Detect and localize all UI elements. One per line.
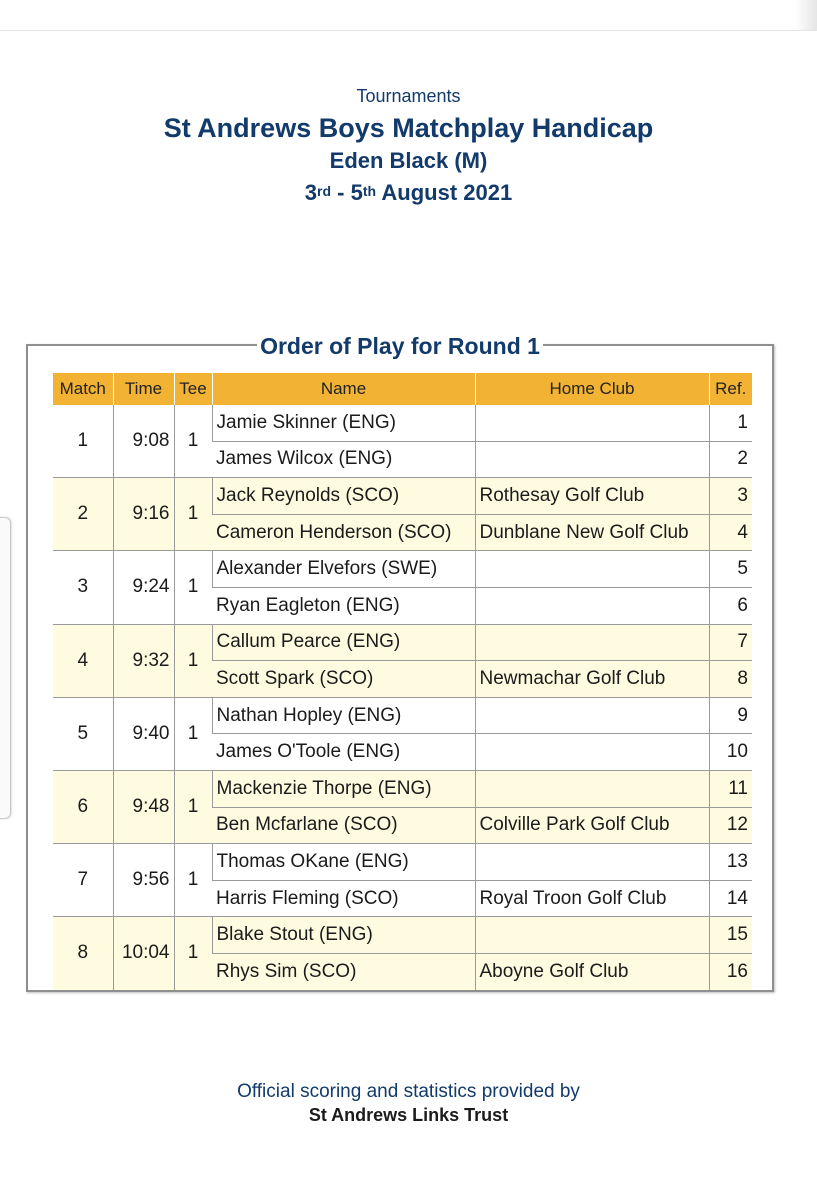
player-ref: 10 bbox=[709, 734, 752, 771]
page-header bbox=[0, 84, 817, 210]
player-name: Thomas OKane (ENG) bbox=[212, 844, 475, 881]
date-start: 3 bbox=[304, 180, 318, 205]
home-club bbox=[475, 405, 709, 441]
tee-number: 1 bbox=[174, 697, 212, 770]
table-row bbox=[53, 770, 752, 807]
col-header-ref: Ref. bbox=[709, 373, 752, 405]
match-number: 8 bbox=[53, 917, 113, 990]
home-club bbox=[475, 587, 709, 624]
tee-time: 10:04 bbox=[113, 917, 174, 990]
player-ref: 6 bbox=[709, 587, 752, 624]
date-separator: - bbox=[331, 180, 351, 205]
player-name: James Wilcox (ENG) bbox=[212, 441, 475, 478]
table-row bbox=[53, 917, 752, 954]
col-header-name: Name bbox=[212, 373, 475, 405]
date-month-year: August 2021 bbox=[376, 180, 513, 205]
tee-number: 1 bbox=[174, 405, 212, 478]
player-ref: 2 bbox=[709, 441, 752, 478]
corner-shadow bbox=[795, 0, 817, 30]
player-name: Alexander Elvefors (SWE) bbox=[212, 551, 475, 588]
home-club: Newmachar Golf Club bbox=[475, 661, 709, 698]
player-ref: 15 bbox=[709, 917, 752, 954]
col-header-tee: Tee bbox=[174, 373, 212, 405]
date-start-suffix: rd bbox=[317, 183, 332, 199]
player-ref: 16 bbox=[709, 953, 752, 989]
player-ref: 5 bbox=[709, 551, 752, 588]
col-header-match: Match bbox=[53, 373, 113, 405]
tee-time: 9:56 bbox=[113, 844, 174, 917]
date-end-suffix: th bbox=[362, 183, 377, 199]
order-of-play-panel bbox=[26, 333, 774, 992]
side-drawer-handle[interactable] bbox=[0, 517, 11, 819]
date-end: 5 bbox=[350, 180, 363, 205]
table-row bbox=[53, 697, 752, 734]
tee-number: 1 bbox=[174, 478, 212, 551]
tee-number: 1 bbox=[174, 770, 212, 843]
player-name: Harris Fleming (SCO) bbox=[212, 880, 475, 917]
tournaments-link[interactable]: Tournaments bbox=[356, 86, 461, 106]
table-row bbox=[53, 624, 752, 661]
player-name: Ryan Eagleton (ENG) bbox=[212, 587, 475, 624]
home-club bbox=[475, 770, 709, 807]
player-ref: 11 bbox=[709, 770, 752, 807]
player-ref: 13 bbox=[709, 844, 752, 881]
home-club bbox=[475, 734, 709, 771]
tournament-title: St Andrews Boys Matchplay Handicap bbox=[163, 113, 654, 143]
panel-title: Order of Play for Round 1 bbox=[257, 333, 543, 359]
course-name: Eden Black (M) bbox=[329, 148, 488, 173]
player-ref: 8 bbox=[709, 661, 752, 698]
player-ref: 7 bbox=[709, 624, 752, 661]
tee-time: 9:32 bbox=[113, 624, 174, 697]
match-number: 2 bbox=[53, 478, 113, 551]
tee-time: 9:24 bbox=[113, 551, 174, 624]
footer-provider-name[interactable]: St Andrews Links Trust bbox=[308, 1105, 509, 1125]
player-name: Callum Pearce (ENG) bbox=[212, 624, 475, 661]
home-club: Royal Troon Golf Club bbox=[475, 880, 709, 917]
tee-time: 9:40 bbox=[113, 697, 174, 770]
match-number: 3 bbox=[53, 551, 113, 624]
table-row bbox=[53, 844, 752, 881]
col-header-time: Time bbox=[113, 373, 174, 405]
home-club bbox=[475, 844, 709, 881]
player-name: James O'Toole (ENG) bbox=[212, 734, 475, 771]
player-name: Scott Spark (SCO) bbox=[212, 661, 475, 698]
top-divider bbox=[0, 30, 817, 31]
table-row bbox=[53, 405, 752, 441]
match-number: 6 bbox=[53, 770, 113, 843]
home-club bbox=[475, 917, 709, 954]
home-club: Rothesay Golf Club bbox=[475, 478, 709, 515]
player-ref: 12 bbox=[709, 807, 752, 844]
home-club: Dunblane New Golf Club bbox=[475, 514, 709, 551]
table-header-row bbox=[53, 373, 752, 405]
player-ref: 9 bbox=[709, 697, 752, 734]
player-name: Jack Reynolds (SCO) bbox=[212, 478, 475, 515]
tee-number: 1 bbox=[174, 844, 212, 917]
footer-credit-text: Official scoring and statistics provided by bbox=[237, 1081, 580, 1102]
home-club bbox=[475, 441, 709, 478]
player-name: Jamie Skinner (ENG) bbox=[212, 405, 475, 441]
home-club bbox=[475, 624, 709, 661]
match-number: 4 bbox=[53, 624, 113, 697]
player-ref: 14 bbox=[709, 880, 752, 917]
col-header-home-club: Home Club bbox=[475, 373, 709, 405]
tee-number: 1 bbox=[174, 917, 212, 990]
player-name: Rhys Sim (SCO) bbox=[212, 953, 475, 989]
tournament-dates bbox=[0, 178, 817, 210]
match-number: 7 bbox=[53, 844, 113, 917]
player-name: Ben Mcfarlane (SCO) bbox=[212, 807, 475, 844]
tee-number: 1 bbox=[174, 551, 212, 624]
player-ref: 4 bbox=[709, 514, 752, 551]
page-footer bbox=[0, 1081, 817, 1127]
tee-number: 1 bbox=[174, 624, 212, 697]
tee-time: 9:16 bbox=[113, 478, 174, 551]
panel-legend bbox=[28, 332, 772, 360]
player-ref: 1 bbox=[709, 405, 752, 441]
home-club: Aboyne Golf Club bbox=[475, 953, 709, 989]
player-ref: 3 bbox=[709, 478, 752, 515]
tee-time: 9:48 bbox=[113, 770, 174, 843]
table-row bbox=[53, 551, 752, 588]
tee-time: 9:08 bbox=[113, 405, 174, 478]
table-row bbox=[53, 478, 752, 515]
home-club bbox=[475, 697, 709, 734]
home-club: Colville Park Golf Club bbox=[475, 807, 709, 844]
match-number: 1 bbox=[53, 405, 113, 478]
player-name: Cameron Henderson (SCO) bbox=[212, 514, 475, 551]
player-name: Nathan Hopley (ENG) bbox=[212, 697, 475, 734]
order-of-play-table bbox=[53, 373, 752, 990]
player-name: Blake Stout (ENG) bbox=[212, 917, 475, 954]
match-number: 5 bbox=[53, 697, 113, 770]
player-name: Mackenzie Thorpe (ENG) bbox=[212, 770, 475, 807]
home-club bbox=[475, 551, 709, 588]
